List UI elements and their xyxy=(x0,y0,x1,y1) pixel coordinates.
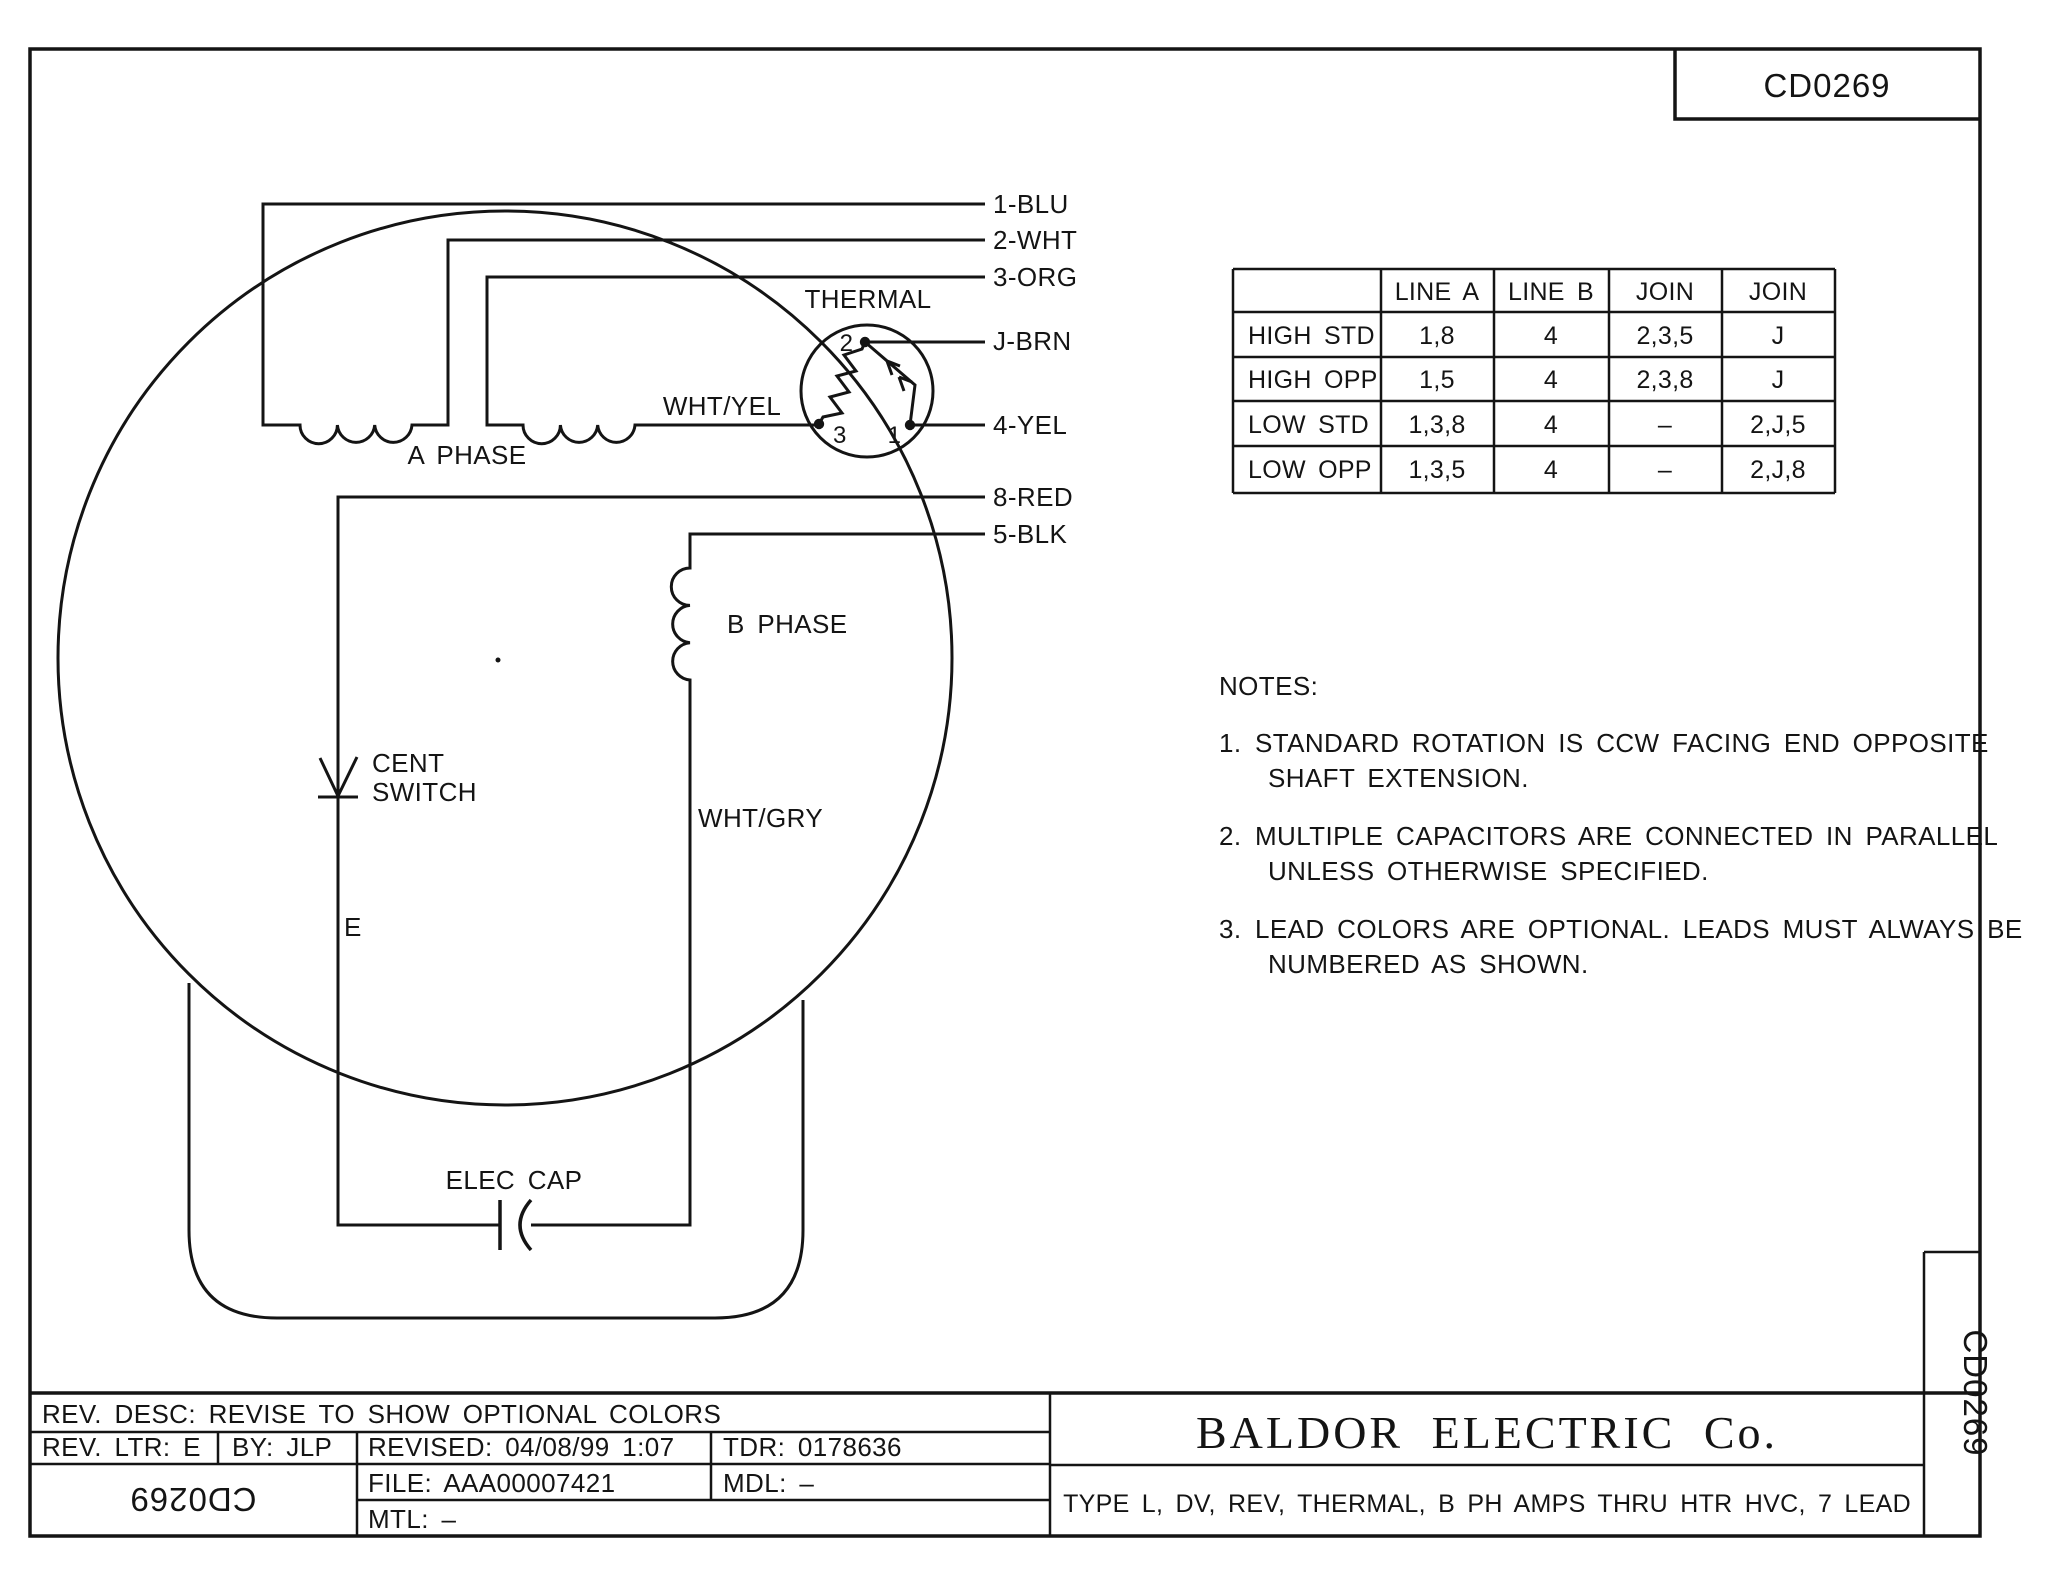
e-label: E xyxy=(344,912,362,942)
notes-section xyxy=(1219,671,2023,979)
lead-label-1-blu: 1-BLU xyxy=(993,189,1069,219)
notes-title: NOTES: xyxy=(1219,671,1319,701)
elec-cap-label: ELEC CAP xyxy=(445,1165,583,1195)
lead-label-5-blk: 5-BLK xyxy=(993,519,1068,549)
tdr: TDR: 0178636 xyxy=(723,1432,902,1462)
note-text: LEAD COLORS ARE OPTIONAL. LEADS MUST ALWAYS BE xyxy=(1255,914,2023,944)
cell-line-a: 1,5 xyxy=(1419,366,1455,394)
note-text: SHAFT EXTENSION. xyxy=(1268,763,1529,793)
rev-ltr: REV. LTR: E xyxy=(42,1432,201,1462)
note-text: MULTIPLE CAPACITORS ARE CONNECTED IN PARALLEL xyxy=(1255,821,1999,851)
cell-join2: J xyxy=(1771,366,1785,394)
connection-table xyxy=(1233,269,1835,493)
table-header-join2: JOIN xyxy=(1748,278,1808,306)
lead-label-j-brn: J-BRN xyxy=(993,326,1072,356)
cell-join2: 2,J,5 xyxy=(1750,411,1806,439)
file: FILE: AAA00007421 xyxy=(368,1468,616,1498)
thermal-terminal-3-dot xyxy=(814,419,824,429)
note-number: 1. xyxy=(1219,728,1242,758)
row-label: LOW OPP xyxy=(1248,456,1372,484)
thermal-terminal-1-label: 1 xyxy=(887,422,901,449)
cent-switch-label-line1: CENT xyxy=(372,748,445,778)
lead-label-8-red: 8-RED xyxy=(993,482,1074,512)
title-block xyxy=(30,1252,1994,1536)
thermal-label: THERMAL xyxy=(804,284,932,314)
cell-line-a: 1,3,5 xyxy=(1408,456,1466,484)
thermal-contact-line xyxy=(865,342,915,425)
cell-join2: J xyxy=(1771,322,1785,350)
type-line: TYPE L, DV, REV, THERMAL, B PH AMPS THRU HTR HVC, 7 LEAD xyxy=(1063,1490,1911,1518)
cell-line-a: 1,8 xyxy=(1419,322,1455,350)
drawing-number-bottom-rotated: CD0269 xyxy=(129,1481,257,1518)
cell-line-b: 4 xyxy=(1543,366,1559,394)
cell-line-b: 4 xyxy=(1543,411,1559,439)
rev-desc: REV. DESC: REVISE TO SHOW OPTIONAL COLORS xyxy=(42,1399,722,1429)
note-text: NUMBERED AS SHOWN. xyxy=(1268,949,1589,979)
cell-join1: 2,3,8 xyxy=(1636,366,1694,394)
table-header-line-b: LINE B xyxy=(1508,278,1594,306)
company-name: BALDOR ELECTRIC Co. xyxy=(1195,1407,1779,1458)
lead-label-2-wht: 2-WHT xyxy=(993,225,1078,255)
cent-switch-label-line2: SWITCH xyxy=(372,777,477,807)
wht-yel-label: WHT/YEL xyxy=(662,391,782,421)
note-text: UNLESS OTHERWISE SPECIFIED. xyxy=(1268,856,1709,886)
lead-label-3-org: 3-ORG xyxy=(993,262,1078,292)
mtl: MTL: – xyxy=(368,1504,457,1534)
row-label: HIGH STD xyxy=(1248,322,1375,350)
revised: REVISED: 04/08/99 1:07 xyxy=(368,1432,675,1462)
table-row xyxy=(1248,366,1784,394)
note-text: STANDARD ROTATION IS CCW FACING END OPPOSITE xyxy=(1255,728,1989,758)
capacitor-plate-curved xyxy=(520,1200,531,1250)
thermal-terminal-3-label: 3 xyxy=(833,422,847,449)
by: BY: JLP xyxy=(232,1432,333,1462)
note-number: 2. xyxy=(1219,821,1242,851)
motor-center-mark xyxy=(496,658,501,663)
cell-join2: 2,J,8 xyxy=(1750,456,1806,484)
lead-label-4-yel: 4-YEL xyxy=(993,410,1068,440)
cell-join1: – xyxy=(1657,411,1673,439)
row-label: HIGH OPP xyxy=(1248,366,1378,394)
row-label: LOW STD xyxy=(1248,411,1369,439)
drawing-number-side-rotated: CD0269 xyxy=(1957,1329,1994,1457)
cell-join1: – xyxy=(1657,456,1673,484)
mdl: MDL: – xyxy=(723,1468,815,1498)
cell-line-b: 4 xyxy=(1543,322,1559,350)
table-header-join1: JOIN xyxy=(1635,278,1695,306)
wht-gry-label: WHT/GRY xyxy=(698,803,824,833)
cell-line-a: 1,3,8 xyxy=(1408,411,1466,439)
frame-loop-wire xyxy=(189,983,803,1318)
a-phase-label: A PHASE xyxy=(407,440,527,470)
cell-line-b: 4 xyxy=(1543,456,1559,484)
red-branch-wire xyxy=(338,497,985,1225)
b-phase-label: B PHASE xyxy=(727,609,848,639)
drawing-number-top: CD0269 xyxy=(1763,67,1891,104)
table-header-line-a: LINE A xyxy=(1394,278,1480,306)
note-number: 3. xyxy=(1219,914,1242,944)
table-row xyxy=(1248,322,1784,350)
thermal-terminal-2-label: 2 xyxy=(839,330,853,357)
cell-join1: 2,3,5 xyxy=(1636,322,1694,350)
